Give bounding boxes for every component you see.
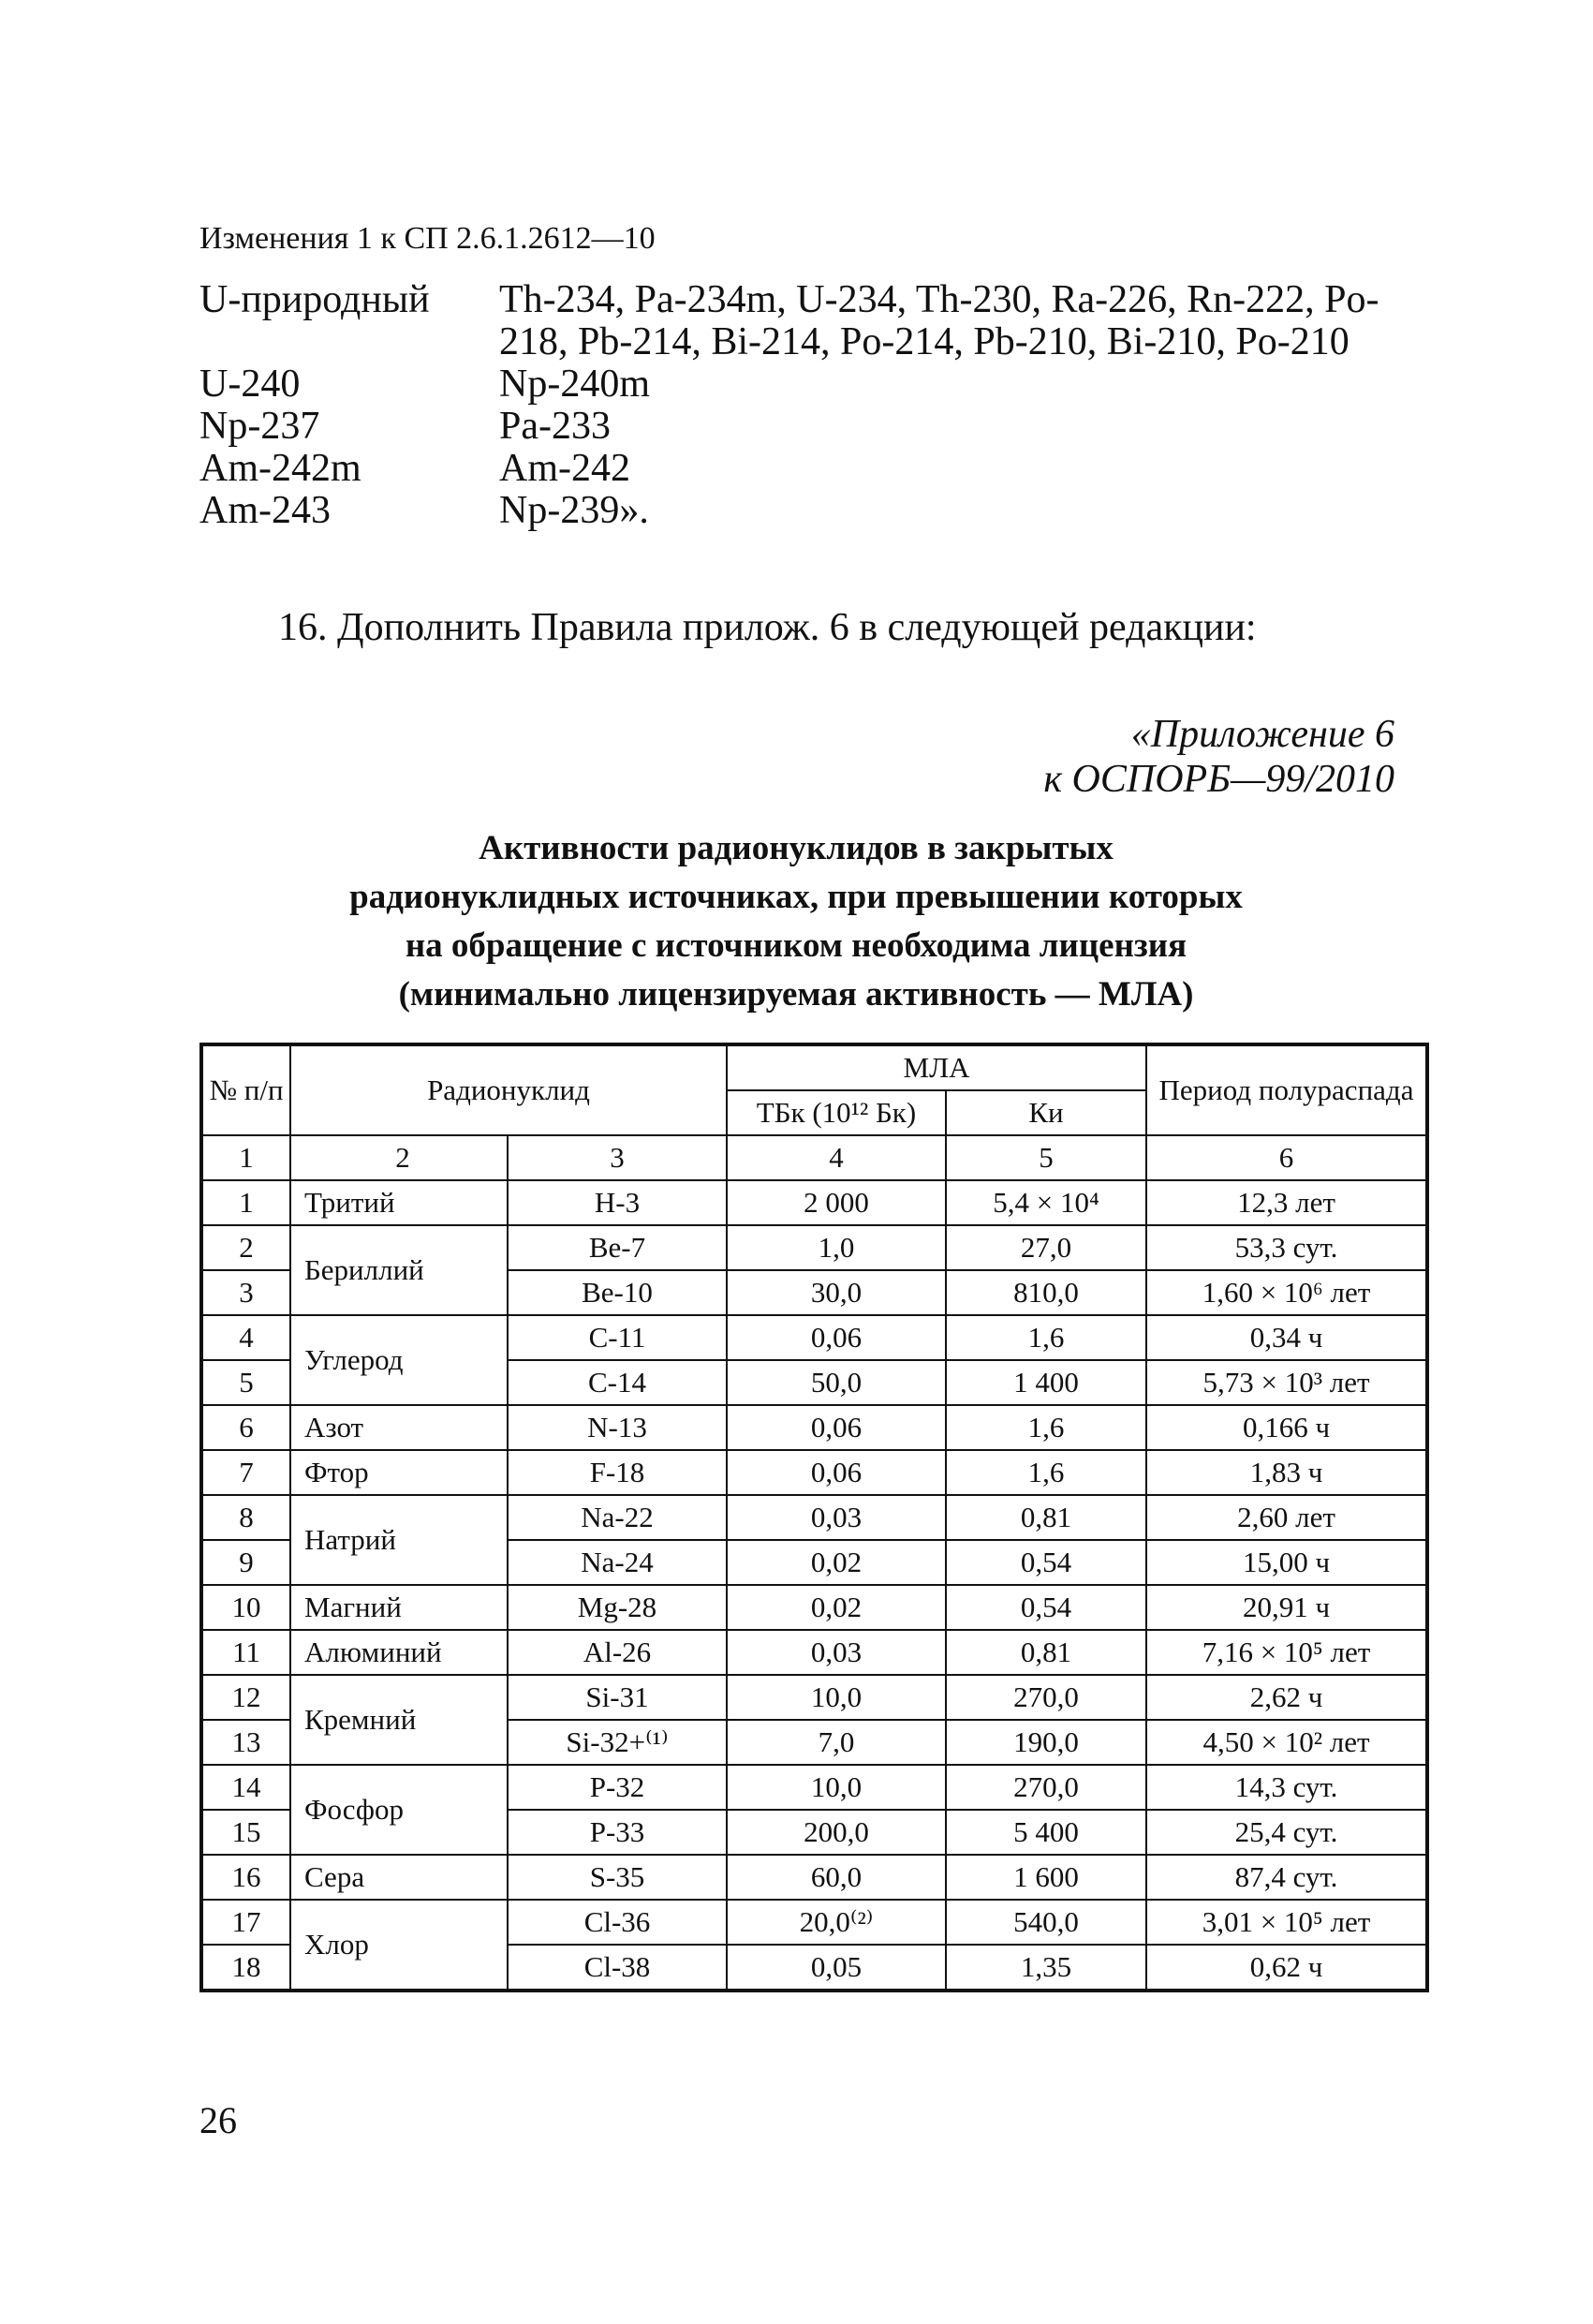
row-number-cell: 18	[201, 1945, 290, 1991]
row-number-cell: 15	[201, 1810, 290, 1855]
activity-tbq-cell: 0,03	[727, 1630, 946, 1675]
decay-chain-row	[199, 363, 1412, 406]
mla-table	[199, 1043, 1429, 1992]
activity-tbq-cell: 30,0	[727, 1270, 946, 1315]
table-row	[201, 1315, 1427, 1360]
element-name-cell: Фтор	[290, 1450, 508, 1495]
column-number-row	[201, 1135, 1427, 1180]
nuclide-cell: Cl-38	[508, 1945, 727, 1991]
activity-ci-cell: 5 400	[946, 1810, 1146, 1855]
nuclide-cell: S-35	[508, 1855, 727, 1900]
table-row	[201, 1495, 1427, 1540]
table-title	[187, 824, 1405, 1019]
element-name-cell: Магний	[290, 1585, 508, 1630]
header-tbq: ТБк (10¹² Бк)	[727, 1090, 946, 1135]
activity-tbq-cell: 10,0	[727, 1675, 946, 1720]
halflife-cell: 7,16 × 10⁵ лет	[1146, 1630, 1427, 1675]
table-row	[201, 1855, 1427, 1900]
activity-ci-cell: 0,54	[946, 1540, 1146, 1585]
parent-nuclide: U-240	[199, 363, 301, 406]
element-name-cell: Азот	[290, 1405, 508, 1450]
row-number-cell: 11	[201, 1630, 290, 1675]
element-name-cell: Углерод	[290, 1315, 508, 1405]
appendix-reference	[1043, 712, 1394, 802]
column-number-cell: 1	[201, 1135, 290, 1180]
halflife-cell: 15,00 ч	[1146, 1540, 1427, 1585]
table-title-line: (минимально лицензируемая активность — МЛА)	[398, 975, 1194, 1014]
page-number: 26	[199, 2099, 237, 2141]
activity-ci-cell: 0,81	[946, 1630, 1146, 1675]
activity-tbq-cell: 2 000	[727, 1180, 946, 1225]
activity-ci-cell: 27,0	[946, 1225, 1146, 1270]
halflife-cell: 3,01 × 10⁵ лет	[1146, 1900, 1427, 1945]
row-number-cell: 13	[201, 1720, 290, 1765]
activity-ci-cell: 5,4 × 10⁴	[946, 1180, 1146, 1225]
activity-tbq-cell: 0,06	[727, 1405, 946, 1450]
table-title-line: на обращение с источником необходима лицензия	[405, 926, 1187, 965]
table-row	[201, 1630, 1427, 1675]
table-body	[201, 1180, 1427, 1991]
halflife-cell: 2,62 ч	[1146, 1675, 1427, 1720]
header-halflife: Период полураспада	[1146, 1044, 1427, 1135]
nuclide-cell: Mg-28	[508, 1585, 727, 1630]
parent-nuclide: Np-237	[199, 405, 320, 448]
nuclide-cell: Cl-36	[508, 1900, 727, 1945]
halflife-cell: 0,34 ч	[1146, 1315, 1427, 1360]
appendix-line-1: «Приложение 6	[1130, 713, 1394, 756]
activity-tbq-cell: 0,02	[727, 1585, 946, 1630]
nuclide-cell: Si-32+⁽¹⁾	[508, 1720, 727, 1765]
halflife-cell: 2,60 лет	[1146, 1495, 1427, 1540]
halflife-cell: 25,4 сут.	[1146, 1810, 1427, 1855]
activity-tbq-cell: 20,0⁽²⁾	[727, 1900, 946, 1945]
row-number-cell: 5	[201, 1360, 290, 1405]
nuclide-cell: Na-22	[508, 1495, 727, 1540]
daughter-nuclides: Np-240m	[499, 363, 650, 406]
daughter-nuclides: Th-234, Pa-234m, U-234, Th-230, Ra-226, Rn-222, Po-218, Pb-214, Bi-214, Po-214, Pb-210, Bi-210, Po-210	[499, 278, 1379, 363]
nuclide-cell: Si-31	[508, 1675, 727, 1720]
activity-tbq-cell: 10,0	[727, 1765, 946, 1810]
activity-tbq-cell: 0,05	[727, 1945, 946, 1991]
column-number-cell: 6	[1146, 1135, 1427, 1180]
activity-ci-cell: 270,0	[946, 1675, 1146, 1720]
table-row	[201, 1180, 1427, 1225]
daughter-nuclides: Np-239».	[499, 489, 649, 532]
activity-ci-cell: 540,0	[946, 1900, 1146, 1945]
decay-chain-list	[199, 279, 1412, 532]
halflife-cell: 12,3 лет	[1146, 1180, 1427, 1225]
decay-chain-row	[199, 406, 1412, 448]
table-row	[201, 1225, 1427, 1270]
nuclide-cell: Al-26	[508, 1630, 727, 1675]
halflife-cell: 14,3 сут.	[1146, 1765, 1427, 1810]
decay-chain-row	[199, 490, 1412, 532]
header-number: № п/п	[201, 1044, 290, 1135]
column-number-cell: 3	[508, 1135, 727, 1180]
nuclide-cell: N-13	[508, 1405, 727, 1450]
nuclide-cell: Na-24	[508, 1540, 727, 1585]
row-number-cell: 16	[201, 1855, 290, 1900]
row-number-cell: 6	[201, 1405, 290, 1450]
element-name-cell: Тритий	[290, 1180, 508, 1225]
element-name-cell: Кремний	[290, 1675, 508, 1765]
nuclide-cell: P-33	[508, 1810, 727, 1855]
row-number-cell: 1	[201, 1180, 290, 1225]
nuclide-cell: Be-7	[508, 1225, 727, 1270]
nuclide-cell: Be-10	[508, 1270, 727, 1315]
element-name-cell: Натрий	[290, 1495, 508, 1585]
element-name-cell: Бериллий	[290, 1225, 508, 1315]
header-ci: Ки	[946, 1090, 1146, 1135]
halflife-cell: 0,166 ч	[1146, 1405, 1427, 1450]
activity-ci-cell: 0,54	[946, 1585, 1146, 1630]
halflife-cell: 4,50 × 10² лет	[1146, 1720, 1427, 1765]
halflife-cell: 1,83 ч	[1146, 1450, 1427, 1495]
activity-tbq-cell: 0,02	[727, 1540, 946, 1585]
parent-nuclide: Am-242m	[199, 447, 361, 490]
column-number-cell: 4	[727, 1135, 946, 1180]
activity-tbq-cell: 0,06	[727, 1450, 946, 1495]
activity-ci-cell: 1,6	[946, 1450, 1146, 1495]
decay-chain-row	[199, 279, 1412, 363]
activity-ci-cell: 1 600	[946, 1855, 1146, 1900]
activity-tbq-cell: 200,0	[727, 1810, 946, 1855]
row-number-cell: 14	[201, 1765, 290, 1810]
element-name-cell: Фосфор	[290, 1765, 508, 1855]
table-row	[201, 1900, 1427, 1945]
column-number-cell: 2	[290, 1135, 508, 1180]
activity-ci-cell: 1,35	[946, 1945, 1146, 1991]
halflife-cell: 5,73 × 10³ лет	[1146, 1360, 1427, 1405]
activity-tbq-cell: 0,03	[727, 1495, 946, 1540]
activity-ci-cell: 1,6	[946, 1315, 1146, 1360]
row-number-cell: 9	[201, 1540, 290, 1585]
table-row	[201, 1675, 1427, 1720]
parent-nuclide: U-природный	[199, 278, 430, 321]
halflife-cell: 1,60 × 10⁶ лет	[1146, 1270, 1427, 1315]
nuclide-cell: F-18	[508, 1450, 727, 1495]
activity-ci-cell: 1 400	[946, 1360, 1146, 1405]
element-name-cell: Сера	[290, 1855, 508, 1900]
halflife-cell: 20,91 ч	[1146, 1585, 1427, 1630]
table-title-line: радионуклидных источниках, при превышении которых	[349, 878, 1243, 916]
amendment-item-16: 16. Дополнить Правила прилож. 6 в следующей редакции:	[278, 606, 1257, 649]
table-title-line: Активности радионуклидов в закрытых	[479, 829, 1114, 867]
element-name-cell: Алюминий	[290, 1630, 508, 1675]
nuclide-cell: C-11	[508, 1315, 727, 1360]
running-header: Изменения 1 к СП 2.6.1.2612—10	[199, 221, 656, 256]
nuclide-cell: P-32	[508, 1765, 727, 1810]
element-name-cell: Хлор	[290, 1900, 508, 1991]
row-number-cell: 2	[201, 1225, 290, 1270]
header-nuclide: Радионуклид	[290, 1044, 727, 1135]
activity-ci-cell: 0,81	[946, 1495, 1146, 1540]
halflife-cell: 53,3 сут.	[1146, 1225, 1427, 1270]
mla-table-container	[199, 1043, 1429, 1992]
table-row	[201, 1450, 1427, 1495]
decay-chain-row	[199, 448, 1412, 490]
row-number-cell: 12	[201, 1675, 290, 1720]
activity-tbq-cell: 7,0	[727, 1720, 946, 1765]
table-row	[201, 1405, 1427, 1450]
halflife-cell: 0,62 ч	[1146, 1945, 1427, 1991]
activity-ci-cell: 190,0	[946, 1720, 1146, 1765]
daughter-nuclides: Am-242	[499, 447, 630, 490]
activity-tbq-cell: 50,0	[727, 1360, 946, 1405]
column-number-cell: 5	[946, 1135, 1146, 1180]
row-number-cell: 3	[201, 1270, 290, 1315]
nuclide-cell: H-3	[508, 1180, 727, 1225]
daughter-nuclides: Pa-233	[499, 405, 611, 448]
row-number-cell: 7	[201, 1450, 290, 1495]
header-mla: МЛА	[727, 1044, 1146, 1090]
activity-tbq-cell: 60,0	[727, 1855, 946, 1900]
activity-ci-cell: 270,0	[946, 1765, 1146, 1810]
halflife-cell: 87,4 сут.	[1146, 1855, 1427, 1900]
row-number-cell: 4	[201, 1315, 290, 1360]
nuclide-cell: C-14	[508, 1360, 727, 1405]
row-number-cell: 8	[201, 1495, 290, 1540]
table-row	[201, 1765, 1427, 1810]
table-row	[201, 1585, 1427, 1630]
row-number-cell: 17	[201, 1900, 290, 1945]
activity-tbq-cell: 0,06	[727, 1315, 946, 1360]
activity-tbq-cell: 1,0	[727, 1225, 946, 1270]
parent-nuclide: Am-243	[199, 489, 331, 532]
appendix-line-2: к ОСПОРБ—99/2010	[1043, 758, 1394, 801]
activity-ci-cell: 810,0	[946, 1270, 1146, 1315]
activity-ci-cell: 1,6	[946, 1405, 1146, 1450]
row-number-cell: 10	[201, 1585, 290, 1630]
